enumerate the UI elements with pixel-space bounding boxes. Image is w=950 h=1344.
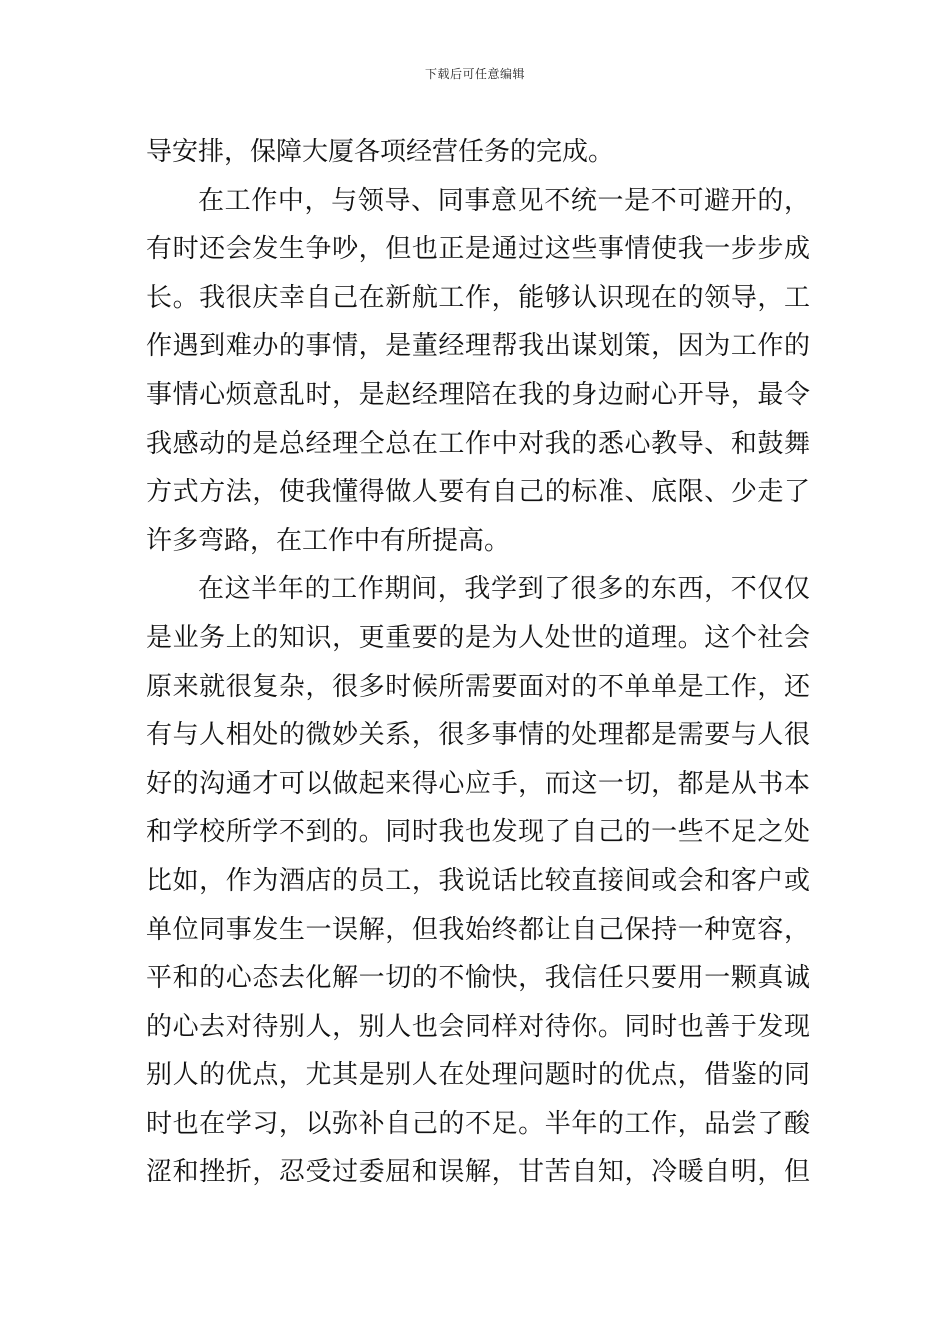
text-line: 平和的心态去化解一切的不愉快，我信任只要用一颗真诚: [146, 963, 810, 994]
text-line: 导安排，保障大厦各项经营任务的完成。: [146, 137, 615, 167]
text-line: 在这半年的工作期间，我学到了很多的东西，不仅仅: [198, 574, 810, 605]
text-line: 好的沟通才可以做起来得心应手，而这一切，都是从书本: [146, 768, 810, 799]
text-line: 事情心烦意乱时，是赵经理陪在我的身边耐心开导，最令: [146, 379, 810, 410]
text-line: 单位同事发生一误解，但我始终都让自己保持一种宽容，: [146, 914, 810, 945]
text-line: 原来就很复杂，很多时候所需要面对的不单单是工作，还: [146, 671, 810, 702]
text-line: 别人的优点，尤其是别人在处理问题时的优点，借鉴的同: [146, 1060, 810, 1091]
text-line: 比如，作为酒店的员工，我说话比较直接间或会和客户或: [146, 865, 810, 896]
text-line: 我感动的是总经理仝总在工作中对我的悉心教导、和鼓舞: [146, 428, 810, 459]
text-line: 有与人相处的微妙关系，很多事情的处理都是需要与人很: [146, 720, 810, 751]
text-line: 是业务上的知识，更重要的是为人处世的道理。这个社会: [146, 622, 810, 653]
text-line: 方式方法，使我懂得做人要有自己的标准、底限、少走了: [146, 477, 810, 508]
text-line: 有时还会发生争吵，但也正是通过这些事情使我一步步成: [146, 234, 810, 265]
text-line: 涩和挫折，忍受过委屈和误解，甘苦自知，冷暖自明，但: [146, 1157, 810, 1188]
text-line: 的心去对待别人，别人也会同样对待你。同时也善于发现: [146, 1011, 810, 1042]
text-line: 时也在学习，以弥补自己的不足。半年的工作，品尝了酸: [146, 1108, 810, 1139]
text-line: 作遇到难办的事情，是董经理帮我出谋划策，因为工作的: [146, 331, 810, 362]
text-line: 长。我很庆幸自己在新航工作，能够认识现在的领导，工: [146, 282, 810, 313]
text-line: 在工作中，与领导、同事意见不统一是不可避开的，: [198, 185, 810, 216]
page-header: 下载后可任意编辑: [424, 67, 525, 81]
text-line: 许多弯路，在工作中有所提高。: [146, 525, 511, 556]
text-line: 和学校所学不到的。同时我也发现了自己的一些不足之处: [146, 817, 810, 848]
body-text: [146, 128, 810, 1197]
